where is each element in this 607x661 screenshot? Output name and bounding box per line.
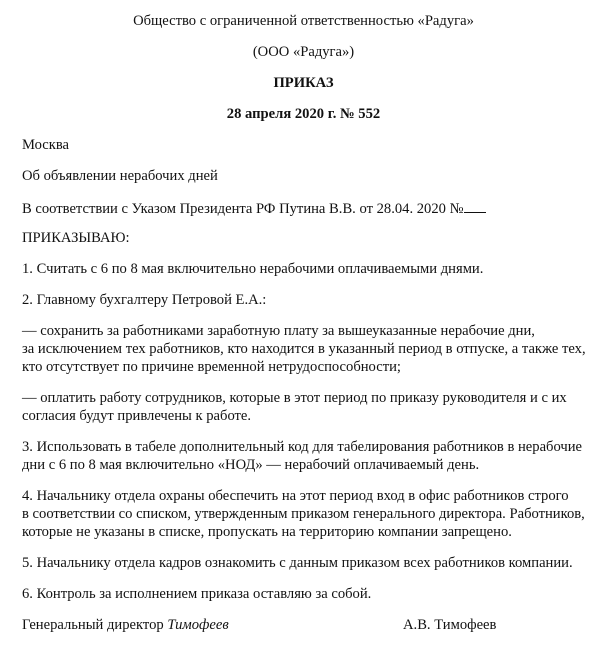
doc-type: ПРИКАЗ [273,75,334,91]
org-full-name: Общество с ограниченной ответственностью «Радуга» [133,13,474,29]
item-2b-line: согласия будут привлечены к работе. [22,408,252,424]
handwritten-signature: Тимофеев [167,617,229,633]
item-2a-line: кто отсутствует по причине временной нетрудоспособности; [22,359,401,375]
item-6: 6. Контроль за исполнением приказа оставляю за собой. [22,586,372,602]
basis [22,198,486,219]
doc-date-number: 28 апреля 2020 г. № 552 [226,106,381,122]
item-4-line: в соответствии со списком, утвержденным приказом генерального директора. Работников, [22,506,585,522]
item-4-line: которые не указаны в списке, пропускать на территорию компании запрещено. [22,524,512,540]
item-2a-line: за исключением тех работников, кто находится в указанный период в отпуске, а также тех, [22,341,586,357]
item-5: 5. Начальнику отдела кадров ознакомить с данным приказом всех работников компании. [22,555,573,571]
blank-field [464,198,486,213]
city: Москва [22,137,70,153]
item-1: 1. Считать с 6 по 8 мая включительно нерабочими оплачиваемыми днями. [22,261,484,277]
item-2: 2. Главному бухгалтеру Петровой Е.А.: [22,292,267,308]
org-short-name: (ООО «Радуга») [252,44,355,60]
basis-text: В соответствии с Указом Президента РФ Путина В.В. от 28.04. 2020 № [22,201,464,217]
item-3-line: дни с 6 по 8 мая включительно «НОД» — нерабочий оплачиваемый день. [22,457,480,473]
item-2b-line: — оплатить работу сотрудников, которые в этот период по приказу руководителя и с их [22,390,567,406]
signature-block [22,616,229,635]
order-word: ПРИКАЗЫВАЮ: [22,230,130,246]
item-2a-line: — сохранить за работниками заработную плату за вышеуказанные нерабочие дни, [22,323,535,339]
subject: Об объявлении нерабочих дней [22,168,218,184]
signature-position: Генеральный директор [22,617,164,633]
item-4-line: 4. Начальнику отдела охраны обеспечить на этот период вход в офис работников строго [22,488,569,504]
signatory-name: А.В. Тимофеев [403,617,497,633]
item-3-line: 3. Использовать в табеле дополнительный код для табелирования работников в нерабочие [22,439,583,455]
